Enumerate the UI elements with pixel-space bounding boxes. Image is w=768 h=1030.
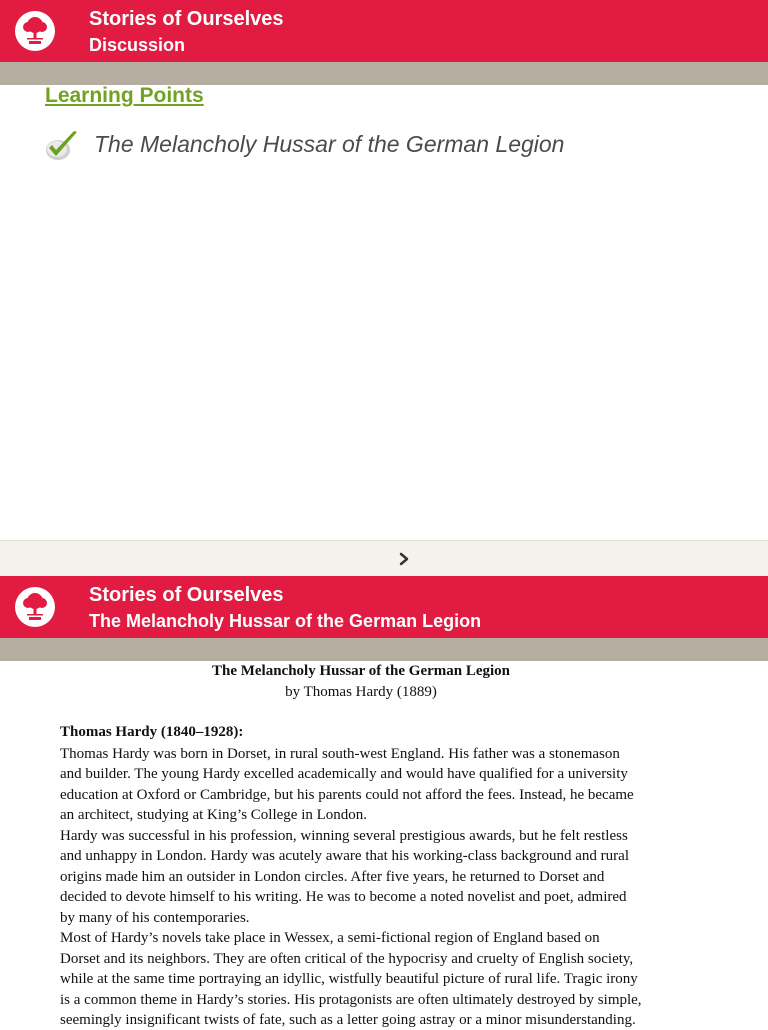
- paragraph-line: and unhappy in London. Hardy was acutely aware that his working-class background and rural: [60, 848, 629, 864]
- paragraph-line: by many of his contemporaries.: [60, 910, 250, 926]
- paragraph-line: an architect, studying at King’s College in London.: [60, 807, 368, 823]
- paragraph-line: origins made him an outsider in London circles. After five years, he returned to Dorset and: [60, 869, 605, 885]
- slide2-header: [0, 576, 768, 638]
- tree-logo-icon: [15, 587, 55, 627]
- section-heading: Thomas Hardy (1840–1928):: [60, 724, 244, 740]
- paragraph-line: is a common theme in Hardy’s stories. His protagonists are often ultimately destroyed by simple,: [60, 992, 642, 1008]
- paragraph-line: Hardy was successful in his profession, winning several prestigious awards, but he felt restless: [60, 828, 628, 844]
- header-subtitle: The Melancholy Hussar of the German Legion: [89, 611, 482, 631]
- paragraph-line: education at Oxford or Cambridge, but his parents could not afford the fees. Instead, he became: [60, 787, 634, 803]
- paragraph-line: Most of Hardy’s novels take place in Wessex, a semi-fictional region of England based on: [60, 930, 600, 946]
- document-byline: by Thomas Hardy (1889): [285, 684, 437, 700]
- paragraph-line: decided to devote himself to his writing. He was to become a noted novelist and poet, admired: [60, 889, 627, 905]
- header-band: [0, 638, 768, 661]
- learning-points-heading: Learning Points: [45, 84, 204, 107]
- header-title: Stories of Ourselves: [89, 8, 284, 30]
- tree-logo-icon: [15, 11, 55, 51]
- header-band: [0, 62, 768, 85]
- document-title: The Melancholy Hussar of the German Legion: [211, 663, 511, 679]
- paragraph-line: Dorset and its neighbors. They are often critical of the hypocrisy and cruelty of English society,: [60, 951, 634, 967]
- slide-navigation-bar: [0, 540, 768, 577]
- checkmark-icon: [44, 128, 80, 162]
- paragraph-line: seemingly insignificant twists of fate, such as a letter going astray or a minor misunderstanding.: [60, 1012, 636, 1028]
- paragraph-line: while at the same time portraying an idyllic, wistfully beautiful picture of rural life. Tragic irony: [60, 971, 638, 987]
- chevron-right-icon[interactable]: [397, 551, 411, 567]
- slide1-header: [0, 0, 768, 62]
- header-title: Stories of Ourselves: [89, 584, 284, 606]
- paragraph-line: and builder. The young Hardy excelled academically and would have qualified for a university: [60, 766, 628, 782]
- header-subtitle: Discussion: [89, 35, 186, 55]
- paragraph-line: Thomas Hardy was born in Dorset, in rural south-west England. His father was a stonemason: [60, 746, 620, 762]
- learning-point-item: The Melancholy Hussar of the German Legion: [94, 131, 565, 157]
